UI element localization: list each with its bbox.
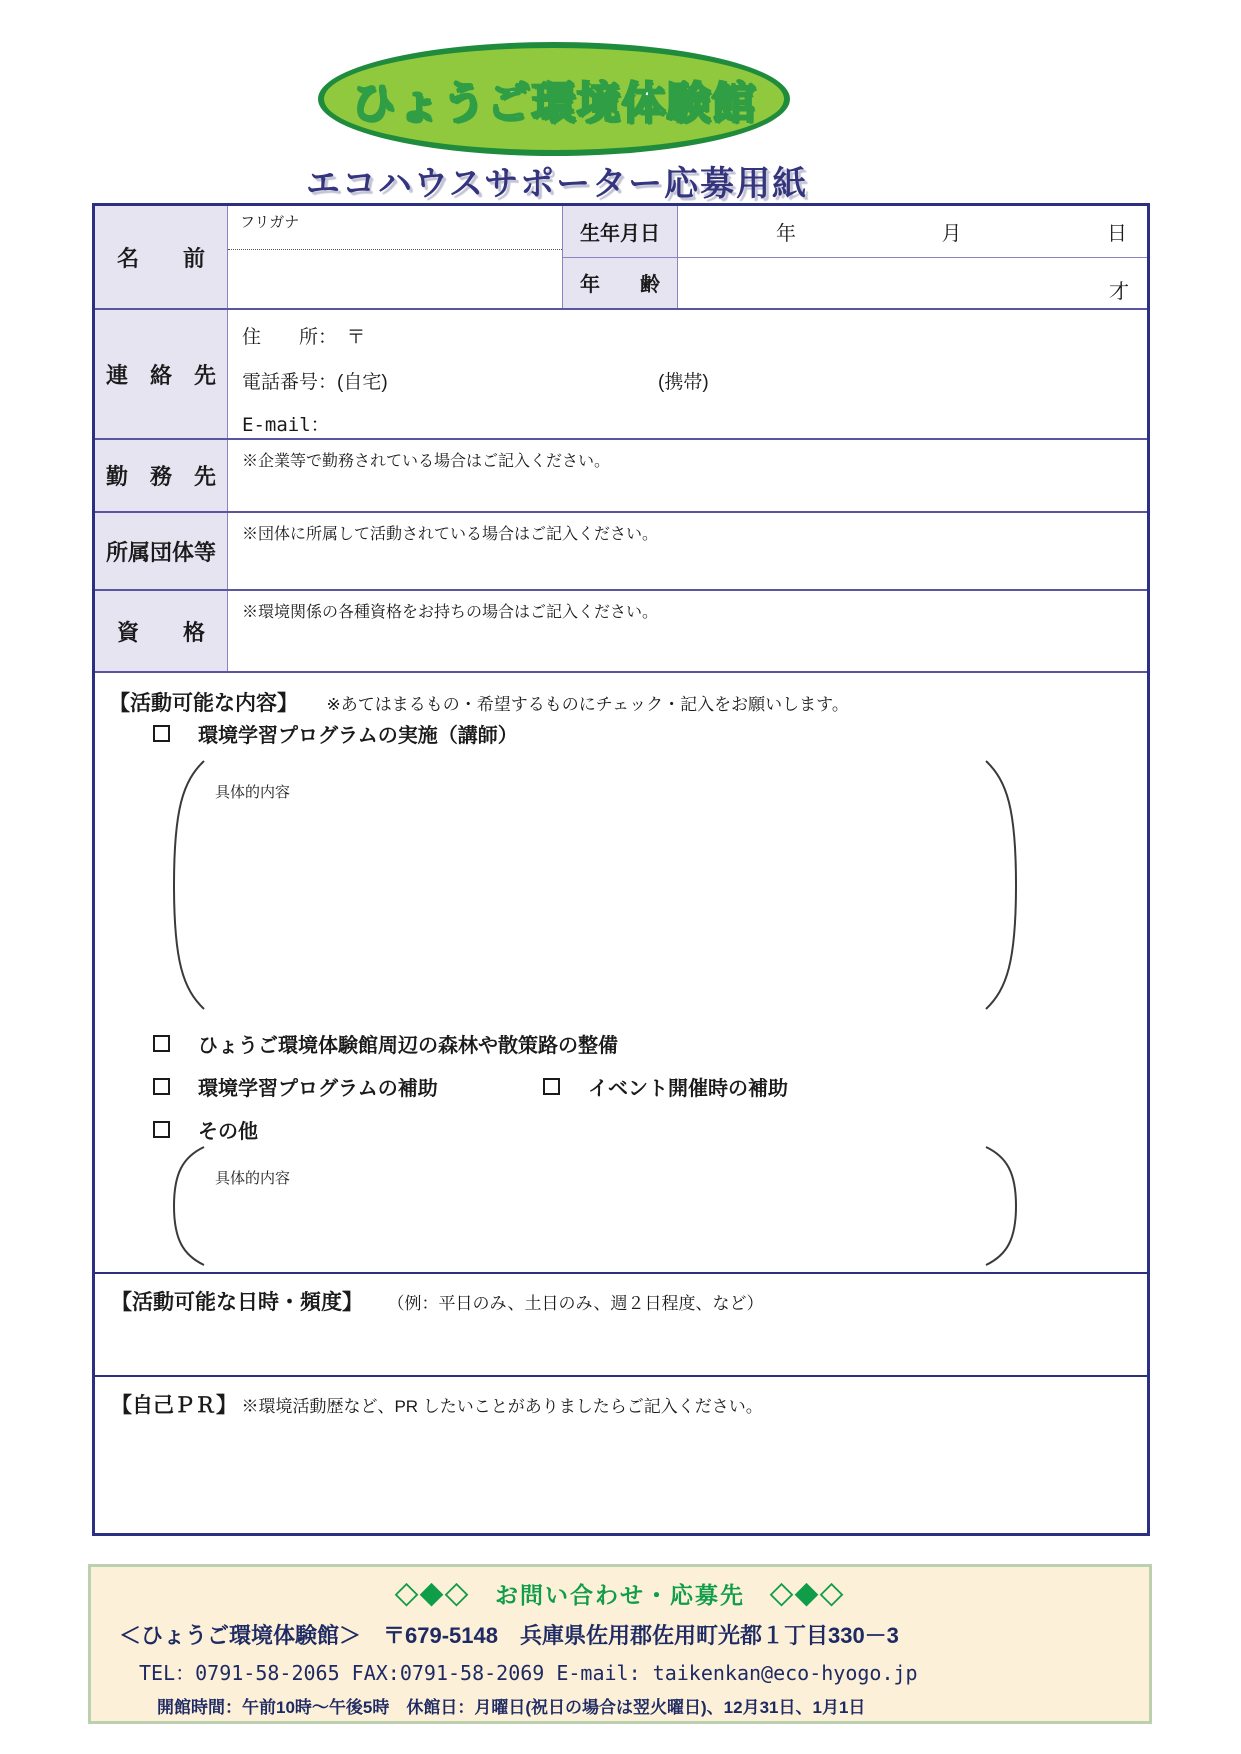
inquiry-tel-line: TEL：0791-58-2065 FAX:0791-58-2069 E-mail: taikenkan@eco-hyogo.jp	[139, 1661, 918, 1685]
page-title: エコハウスサポーター応募用紙	[305, 165, 809, 203]
qualification-row	[95, 591, 1147, 673]
birthdate-field[interactable]	[678, 206, 1147, 257]
schedule-note: （例：平日のみ、土日のみ、週２日程度、など）	[387, 1294, 764, 1313]
activity-option-forest	[153, 1029, 618, 1058]
phone-label: 電話番号：(自宅)	[242, 372, 388, 393]
workplace-label: 勤 務 先	[95, 440, 228, 511]
checkbox-event-assist[interactable]	[543, 1078, 560, 1095]
detail-label-lecture: 具体的内容	[215, 784, 291, 801]
activity-option-other	[153, 1115, 258, 1144]
organization-label: 所属団体等	[95, 513, 228, 589]
activity-label-forest: ひょうご環境体験館周辺の森林や散策路の整備	[198, 1035, 618, 1057]
activity-label-event-assist: イベント開催時の補助	[588, 1078, 788, 1100]
organization-row	[95, 513, 1147, 591]
activity-label-lecture: 環境学習プログラムの実施（講師）	[198, 725, 518, 747]
qualification-field[interactable]	[228, 591, 1147, 671]
activities-section	[95, 673, 1147, 1274]
name-field[interactable]	[228, 206, 563, 308]
checkbox-program-assist[interactable]	[153, 1078, 170, 1095]
age-subrow	[563, 258, 1147, 309]
qualification-label: 資 格	[95, 591, 228, 671]
bracket-right-icon	[983, 759, 1019, 1011]
workplace-field[interactable]	[228, 440, 1147, 511]
inquiry-box	[88, 1564, 1152, 1724]
birthdate-year-unit: 年	[776, 222, 796, 245]
detail-label-other: 具体的内容	[215, 1170, 291, 1187]
checkbox-forest[interactable]	[153, 1035, 170, 1052]
workplace-note: ※企業等で勤務されている場合はご記入ください。	[242, 453, 611, 470]
inquiry-heading: ◇◆◇ お問い合わせ・応募先 ◇◆◇	[395, 1582, 845, 1608]
birthdate-subrow	[563, 206, 1147, 258]
schedule-section[interactable]	[95, 1274, 1147, 1377]
activities-heading-line	[109, 687, 849, 717]
contact-field[interactable]	[228, 310, 1147, 438]
application-form-table	[92, 203, 1150, 1536]
name-row	[95, 206, 1147, 310]
detail-field-lecture[interactable]	[171, 759, 1019, 1011]
self-pr-note: ※環境活動歴など、PR したいことがありましたらご記入ください。	[241, 1397, 763, 1416]
organization-logo	[318, 42, 790, 156]
birthdate-label: 生年月日	[563, 206, 678, 257]
contact-row	[95, 310, 1147, 440]
schedule-heading: 【活動可能な日時・頻度】	[111, 1291, 363, 1314]
detail-field-other[interactable]	[171, 1145, 1019, 1267]
self-pr-heading: 【自己ＰＲ】	[111, 1394, 237, 1417]
activity-label-program-assist: 環境学習プログラムの補助	[198, 1078, 438, 1100]
age-field[interactable]	[678, 258, 1147, 309]
organization-note: ※団体に所属して活動されている場合はご記入ください。	[242, 526, 659, 543]
inquiry-hours-line: 開館時間：午前10時～午後5時 休館日：月曜日(祝日の場合は翌火曜日)、12月31日、1月1日	[157, 1698, 866, 1717]
bracket-right-icon	[983, 1145, 1019, 1267]
activity-option-program-assist	[153, 1072, 438, 1101]
birthdate-month-unit: 月	[941, 222, 962, 245]
activities-heading: 【活動可能な内容】	[109, 692, 298, 715]
organization-field[interactable]	[228, 513, 1147, 589]
email-label: E-mail：	[242, 414, 330, 436]
birth-age-block	[563, 206, 1147, 308]
birthdate-day-unit: 日	[1107, 222, 1127, 245]
inquiry-address-line: ＜ひょうご環境体験館＞ 〒679-5148 兵庫県佐用郡佐用町光都１丁目330－3	[119, 1623, 899, 1648]
checkbox-other[interactable]	[153, 1121, 170, 1138]
mobile-label: (携帯)	[658, 372, 709, 393]
bracket-left-icon	[171, 759, 207, 1011]
checkbox-lecture[interactable]	[153, 725, 170, 742]
workplace-row	[95, 440, 1147, 513]
organization-logo-text: ひょうご環境体験館	[351, 79, 757, 128]
activities-heading-note: ※あてはまるもの・希望するものにチェック・記入をお願いします。	[326, 695, 849, 714]
contact-label: 連 絡 先	[95, 310, 228, 438]
age-label: 年 齢	[563, 258, 678, 309]
bracket-left-icon	[171, 1145, 207, 1267]
qualification-note: ※環境関係の各種資格をお持ちの場合はご記入ください。	[242, 604, 659, 621]
self-pr-section[interactable]	[95, 1377, 1147, 1533]
name-label: 名 前	[95, 206, 228, 308]
address-label: 住 所： 〒	[242, 327, 366, 348]
activity-option-lecture	[153, 719, 518, 748]
furigana-field[interactable]: フリガナ	[228, 206, 562, 250]
activity-label-other: その他	[198, 1121, 258, 1143]
age-unit: 才	[1109, 281, 1129, 303]
activity-option-event-assist	[543, 1072, 788, 1101]
